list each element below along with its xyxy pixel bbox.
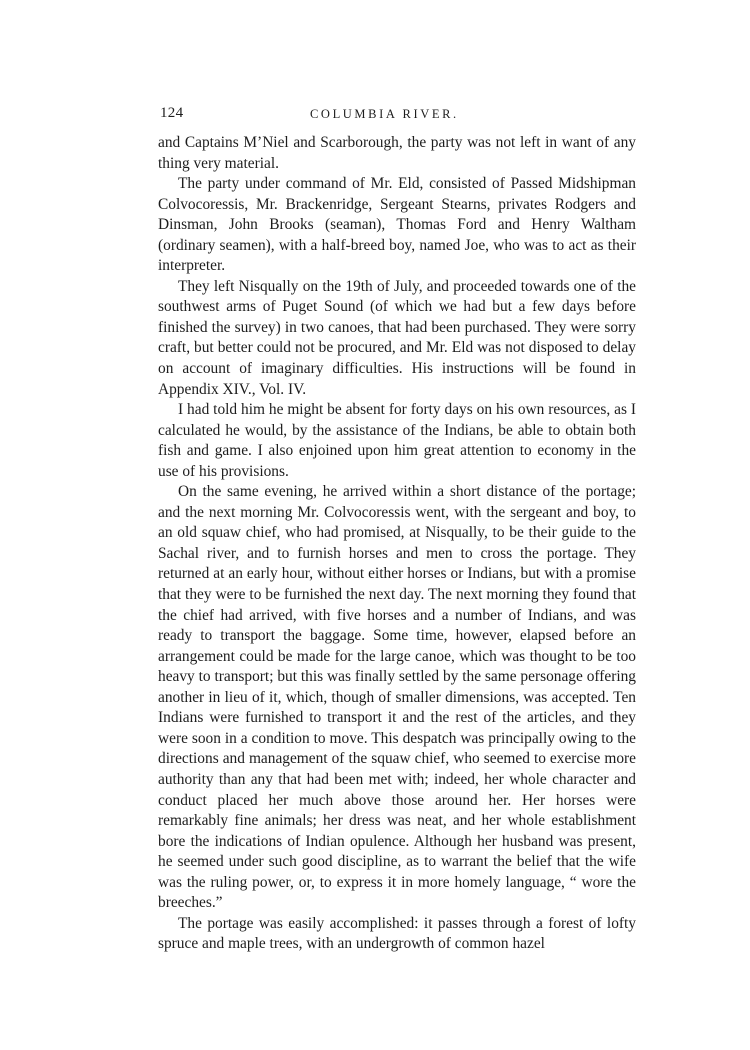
paragraph: On the same evening, he arrived within a short distance of the portage; and the next morning Mr. Colvocoressis went, with the sergeant and boy, to an old squaw chief, who had promised, at Nisqually, to be their guide to the Sachal river, and to furnish horses and men to cross the portage. They returned at an early hour, without either horses or Indians, but with a promise that they were to be furnished the next day. The next morning they found that the chief had arrived, with five horses and a number of Indians, and was ready to transport the baggage. Some time, however, elapsed before an arrangement could be made for the large canoe, which was thought to be too heavy to transport; but this was finally settled by the same personage offering another in lieu of it, which, though of smaller dimensions, was accepted. Ten Indians were furnished to transport it and the rest of the articles, and they were soon in a condition to move. This despatch was principally owing to the directions and management of the squaw chief, who seemed to exercise more authority than any that had been met with; indeed, her whole character and conduct placed her much above those around her. Her horses were remarkably fine animals; her dress was neat, and her whole establishment bore the indications of Indian opulence. Although her husband was present, he seemed under such good discipline, as to warrant the belief that the wife was the ruling power, or, to express it in more homely language, “ wore the breeches.” xyxy=(158,483,636,912)
paragraph: The party under command of Mr. Eld, consisted of Passed Midshipman Colvocoressis, Mr. Brackenridge, Sergeant Stearns, privates Rodgers and Dinsman, John Brooks (seaman), Thomas Ford and Henry Waltham (ordinary seamen), with a half-breed boy, named Joe, who was to act as their interpreter. xyxy=(158,175,636,275)
book-page xyxy=(158,103,636,955)
paragraph: The portage was easily accomplished: it passes through a forest of lofty spruce and maple trees, with an undergrowth of common hazel xyxy=(158,914,636,953)
body-text xyxy=(158,133,636,955)
paragraph: I had told him he might be absent for forty days on his own resources, as I calculated he would, by the assistance of the Indians, be able to obtain both fish and game. I also enjoined upon him great attention to economy in the use of his provisions. xyxy=(158,401,636,480)
page-header xyxy=(158,103,636,133)
running-head: COLUMBIA RIVER. xyxy=(310,107,459,121)
paragraph: and Captains M’Niel and Scarborough, the party was not left in want of any thing very material. xyxy=(158,134,636,172)
paragraph: They left Nisqually on the 19th of July, and proceeded towards one of the southwest arms of Puget Sound (of which we had but a few days before finished the survey) in two canoes, that had been purchased. They were sorry craft, but better could not be procured, and Mr. Eld was not disposed to delay on account of imaginary difficulties. His instructions will be found in Appendix XIV., Vol. IV. xyxy=(158,277,636,398)
page-number: 124 xyxy=(160,105,184,121)
